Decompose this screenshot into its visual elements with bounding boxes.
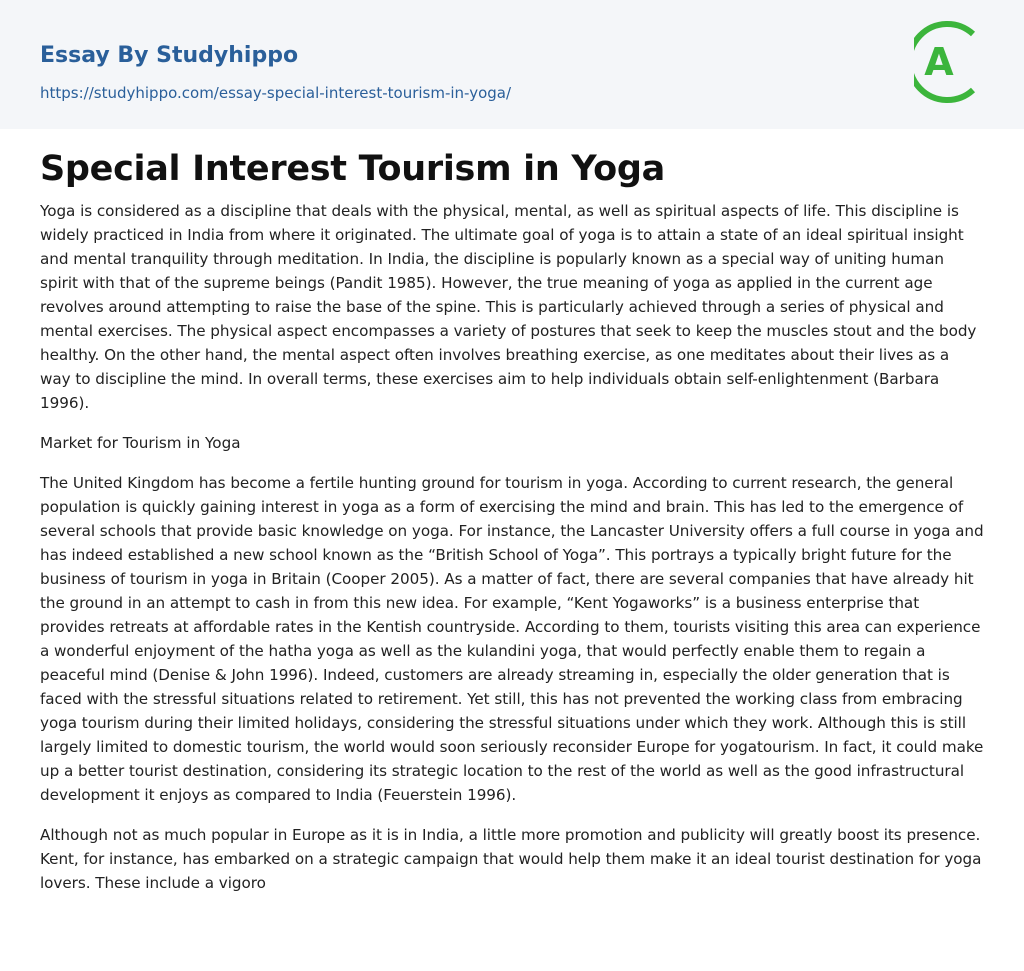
paragraph: The United Kingdom has become a fertile hunting ground for tourism in yoga. According to current research, the general population is quickly gaining interest in yoga as a form of exercising the mind and brain. This has led to the emergence of several schools that provide basic knowledge on yoga. For instance, the Lancaster University offers a full course in yoga and has indeed established a new school known as the “British School of Yoga”. This portrays a typically bright future for the business of tourism in yoga in Britain (Cooper 2005). As a matter of fact, there are several companies that have already hit the ground in an attempt to cash in from this new idea. For example, “Kent Yogaworks” is a business enterprise that provides retreats at affordable rates in the Kentish countryside. According to them, tourists visiting this area can experience a wonderful enjoyment of the hatha yoga as well as the kulandini yoga, that would perfectly enable them to regain a peaceful mind (Denise & John 1996). Indeed, customers are already streaming in, especially the older generation that is faced with the stressful situations related to retirement. Yet still, this has not prevented the working class from embracing yoga tourism during their limited holidays, considering the stressful situations under which they work. Although this is still largely limited to domestic tourism, the world would soon seriously reconsider Europe for yogatourism. In fact, it could make up a better tourist destination, considering its strategic location to the rest of the world as well as the good infrastructural development it enjoys as compared to India (Feuerstein 1996). [40,474,984,804]
article-body [0,147,1024,895]
section-heading: Market for Tourism in Yoga [40,434,241,452]
logo-letter: A [924,40,954,84]
site-header [0,0,1024,129]
article-url-link[interactable]: https://studyhippo.com/essay-special-interest-tourism-in-yoga/ [40,84,512,102]
paragraph: Yoga is considered as a discipline that deals with the physical, mental, as well as spiritual aspects of life. This discipline is widely practiced in India from where it originated. The ultimate goal of yoga is to attain a state of an ideal spiritual insight and mental tranquility through meditation. In India, the discipline is popularly known as a special way of uniting human spirit with that of the supreme beings (Pandit 1985). However, the true meaning of yoga as applied in the current age revolves around attempting to raise the base of the spine. This is particularly achieved through a series of physical and mental exercises. The physical aspect encompasses a variety of postures that seek to keep the muscles stout and the body healthy. On the other hand, the mental aspect often involves breathing exercise, as one meditates about their lives as a way to discipline the mind. In overall terms, these exercises aim to help individuals obtain self-enlightenment (Barbara 1996). [40,202,977,412]
page-title: Special Interest Tourism in Yoga [40,149,665,189]
paragraph: Although not as much popular in Europe as it is in India, a little more promotion and publicity will greatly boost its presence. Kent, for instance, has embarked on a strategic campaign that would help them make it an ideal tourist destination for yoga lovers. These include a vigoro [40,826,982,892]
site-title[interactable]: Essay By Studyhippo [40,43,299,68]
studyhippo-logo-icon[interactable] [914,19,984,105]
